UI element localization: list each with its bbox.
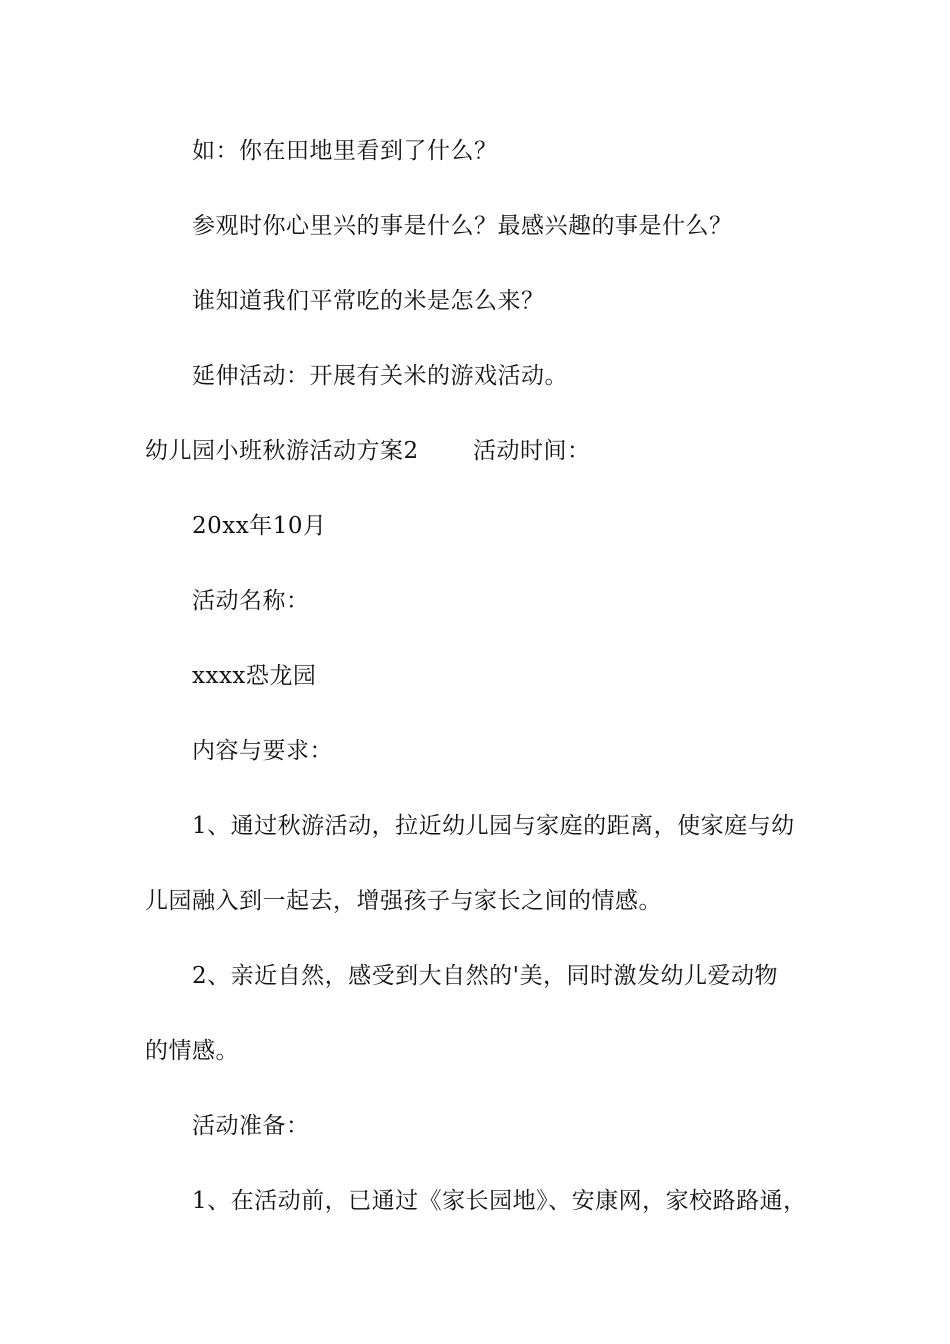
requirement-2-line-2: 的情感。 — [145, 1038, 239, 1064]
requirement-1-line-2: 儿园融入到一起去，增强孩子与家长之间的情感。 — [145, 888, 662, 914]
section-title: 幼儿园小班秋游活动方案2 — [145, 438, 419, 464]
extension-activity-line: 延伸活动：开展有关米的游戏活动。 — [192, 363, 568, 389]
content-requirements-label: 内容与要求： — [192, 738, 333, 764]
activity-preparation-label: 活动准备： — [192, 1113, 310, 1139]
activity-name-value: xxxx恐龙园 — [192, 663, 317, 689]
preparation-1-line-1: 1、在活动前，已通过《家长园地》、安康网，家校路路通， — [192, 1188, 807, 1214]
question-field-line: 如：你在田地里看到了什么？ — [192, 138, 498, 164]
requirement-1-line-1: 1、通过秋游活动，拉近幼儿园与家庭的距离，使家庭与幼 — [192, 813, 795, 839]
requirement-2-line-1: 2、亲近自然，感受到大自然的'美，同时激发幼儿爱动物 — [192, 963, 778, 989]
question-rice-line: 谁知道我们平常吃的米是怎么来？ — [192, 288, 545, 314]
question-interest-line: 参观时你心里兴的事是什么？最感兴趣的事是什么？ — [192, 213, 733, 239]
activity-name-label: 活动名称： — [192, 588, 310, 614]
activity-time-value: 20xx年10月 — [192, 513, 327, 539]
activity-time-label: 活动时间： — [473, 438, 591, 464]
